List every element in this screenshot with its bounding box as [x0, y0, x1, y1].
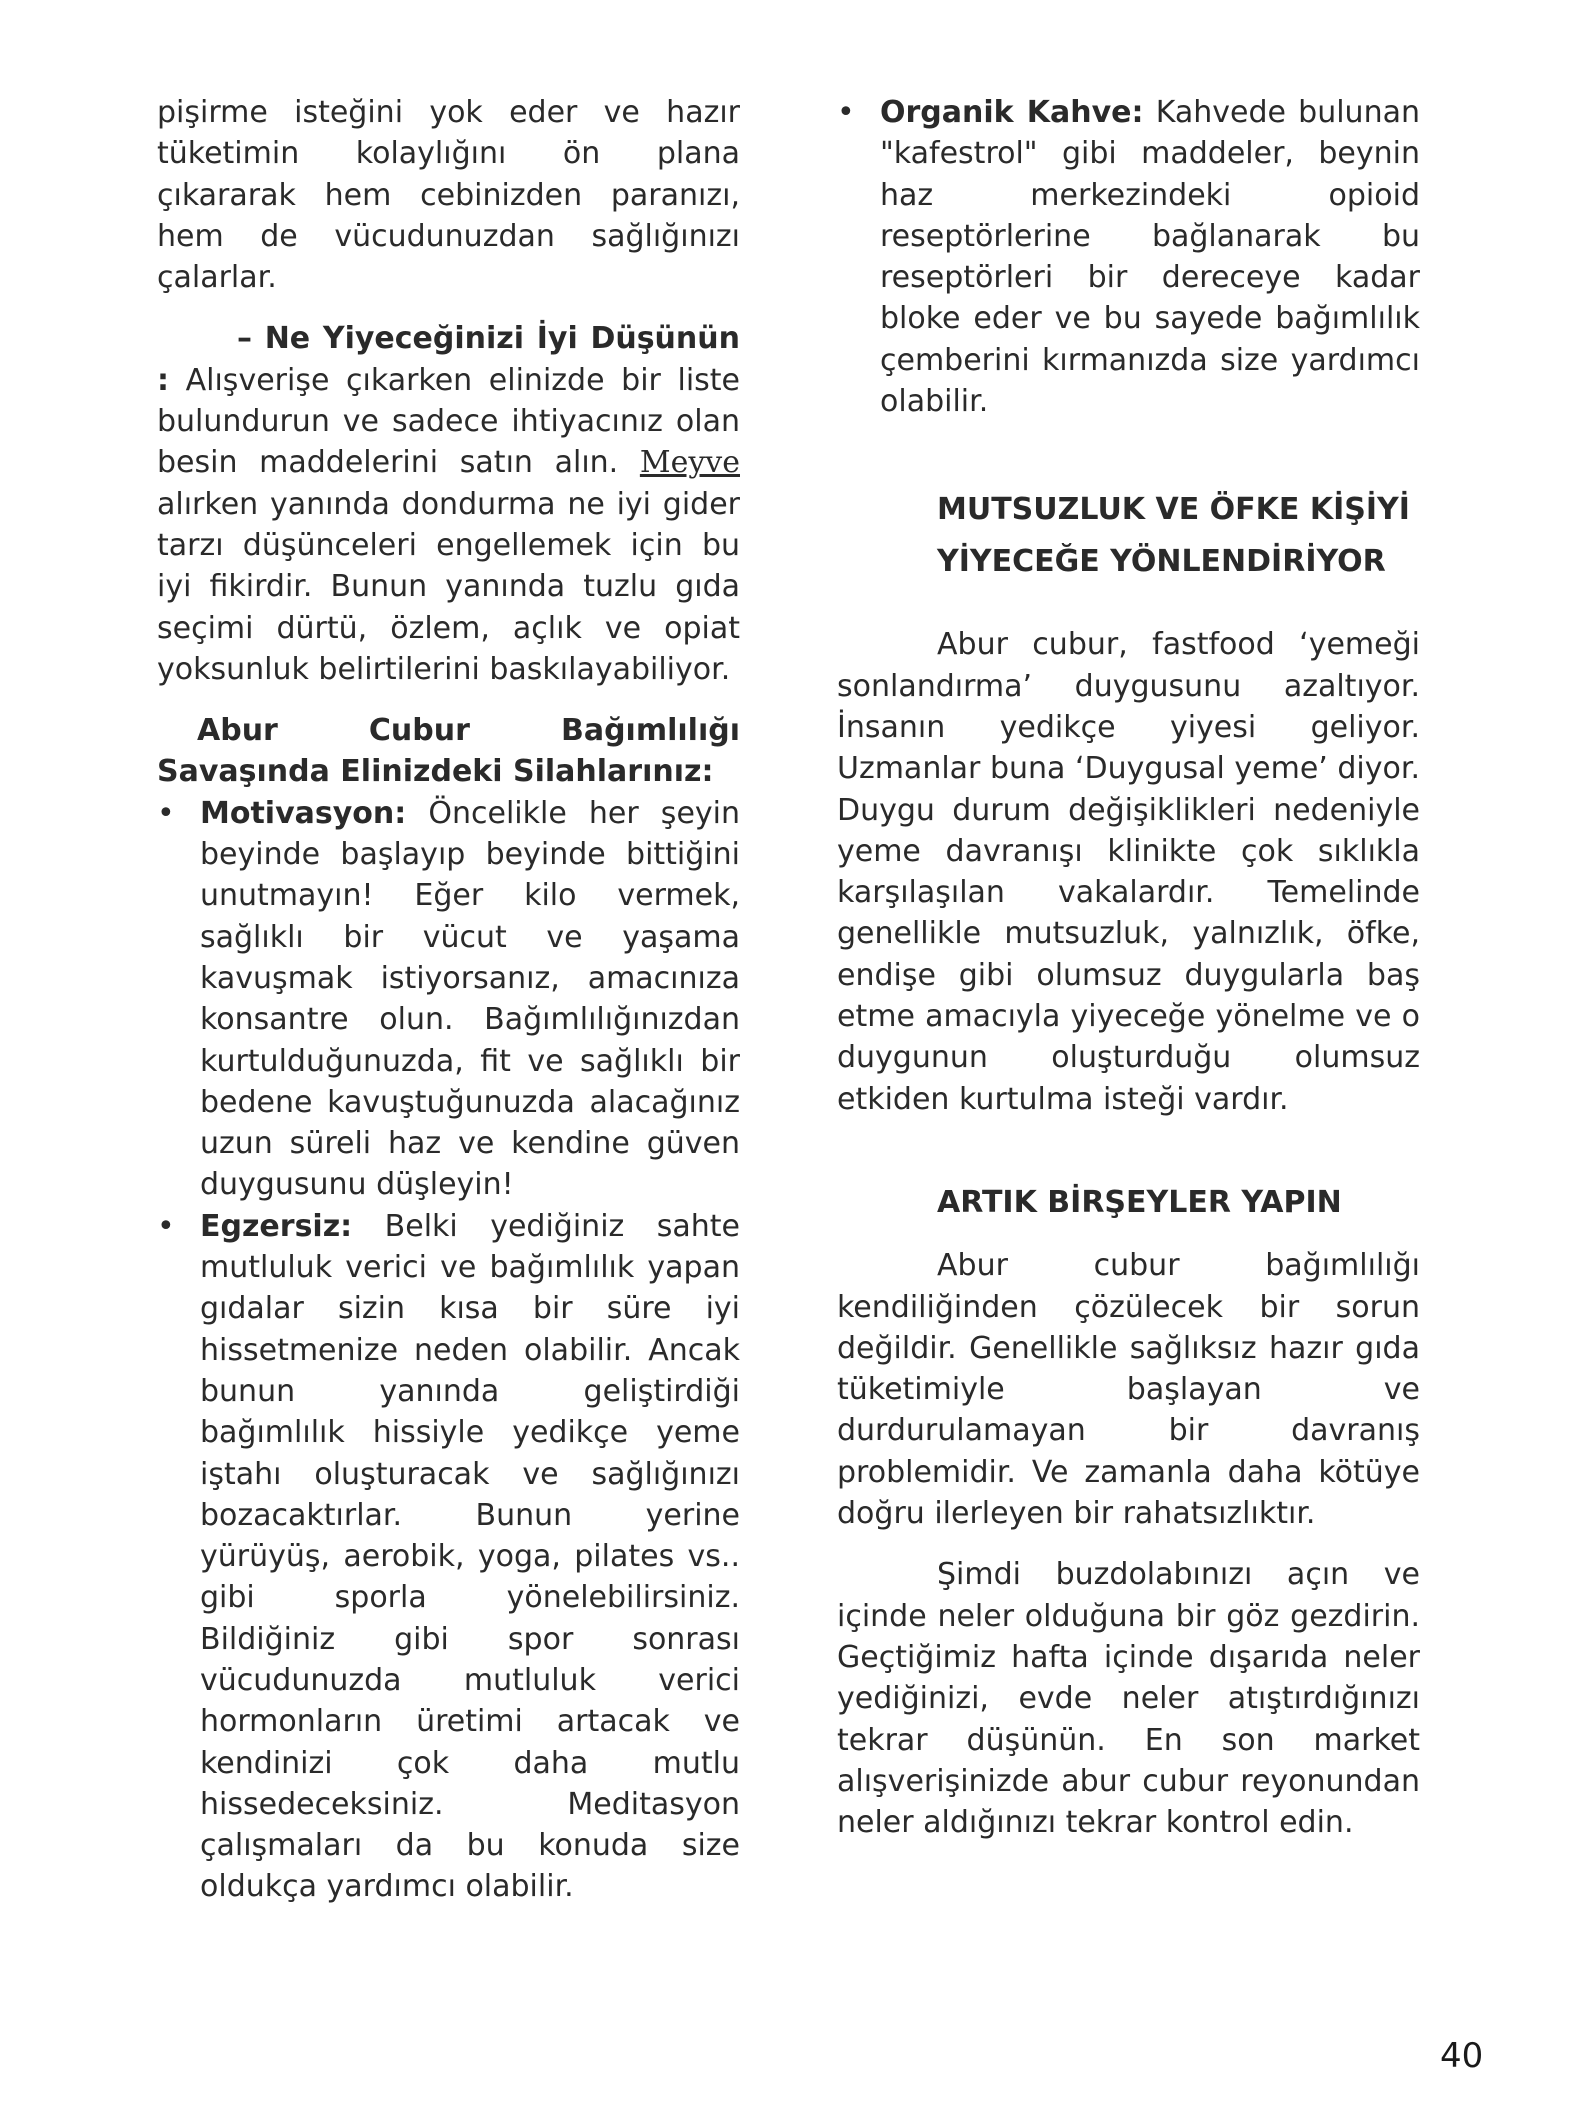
coffee-list — [837, 92, 1420, 422]
heading-line-1: MUTSUZLUK VE ÖFKE KİŞİYİ — [937, 492, 1410, 528]
motivation-label: Motivasyon: — [200, 795, 407, 831]
left-column — [157, 92, 740, 1908]
paragraph-addiction-problem: Abur cubur bağımlılığı kendiliğinden çözülecek bir sorun değildir. Genellikle sağlıksız hazır gıda tüketimiyle başlayan ve durdurulamayan bir davranış problemidir. Ve zamanla daha kötüye doğru ilerleyen bir rahatsızlıktır. — [837, 1248, 1420, 1532]
weapons-heading: Abur Cubur Bağımlılığı Savaşında Elinizdeki Silahlarınız: — [157, 713, 740, 790]
paragraph-think-food — [157, 318, 740, 690]
paragraph-emotional-eating: Abur cubur, fastfood ‘yemeği sonlandırma’ duygusunu azaltıyor. İnsanın yedikçe yiyesi geliyor. Uzmanlar buna ‘Duygusal yeme’ diyor. Duygu durum değişiklikleri nedeniyle yeme davranışı klinikte çok sıklıkla karşılaşılan vakalardır. Temelinde genellikle mutsuzluk, yalnızlık, öfke, endişe gibi olumsuz duygularla baş etme amacıyla yiyeceğe yönelme ve o duygunun oluşturduğu olumsuz etkiden kurtulma isteği vardır. — [837, 627, 1420, 1117]
organic-coffee-text: Kahvede bulunan "kafestrol" gibi maddeler, beynin haz merkezindeki opioid reseptörlerine bağlanarak bu reseptörleri bir dereceye kadar bloke eder ve bu sayede bağımlılık çemberini kırmanızda size yardımcı olabilir. — [880, 95, 1420, 420]
meyve-link[interactable]: Meyve — [639, 445, 740, 481]
section-heading-do-something: ARTIK BİRŞEYLER YAPIN — [937, 1184, 1342, 1220]
think-food-text-a: Alışverişe çıkarken elinizde bir liste bulundurun ve sadece ihtiyacınız olan besin maddelerini satın alın. — [157, 362, 740, 481]
heading-line-2: YİYECEĞE YÖNLENDİRİYOR — [937, 544, 1386, 580]
paragraph-intro-continuation: pişirme isteğini yok eder ve hazır tüketimin kolaylığını ön plana çıkararak hem cebinizden paranızı, hem de vücudunuzdan sağlığınızı çalarlar. — [157, 95, 740, 296]
section-heading-unhappiness — [837, 484, 1420, 588]
list-item-organic-coffee — [837, 92, 1420, 422]
paragraph-check-fridge: Şimdi buzdolabınızı açın ve içinde neler olduğuna bir göz gezdirin. Geçtiğimiz hafta içinde dışarıda neler yediğinizi, evde neler atıştırdığınızı tekrar düşünün. En son market alışverişinizde abur cubur reyonundan neler aldığınızı tekrar kontrol edin. — [837, 1557, 1420, 1841]
list-item-motivation — [157, 793, 740, 1206]
think-food-title: – Ne Yiyeceğinizi İyi Düşünün : — [157, 321, 740, 398]
page-number: 40 — [1440, 2036, 1484, 2076]
think-food-text-b: alırken yanında dondurma ne iyi gider tarzı düşünceleri engellemek için bu iyi fikirdir. Bunun yanında tuzlu gıda seçimi dürtü, özlem, açlık ve opiat yoksunluk belirtilerini baskılayabiliyor. — [157, 486, 740, 687]
list-item-exercise — [157, 1206, 740, 1908]
exercise-label: Egzersiz: — [200, 1208, 353, 1244]
motivation-text: Öncelikle her şeyin beyinde başlayıp beyinde bittiğini unutmayın! Eğer kilo vermek, sağlıklı bir vücut ve yaşama kavuşmak istiyorsanız, amacınıza konsantre olun. Bağımlılığınızdan kurtulduğunuzda, fit ve sağlıklı bir bedene kavuştuğunuzda alacağınız uzun süreli haz ve kendine güven duygusunu düşleyin! — [200, 795, 740, 1203]
exercise-text: Belki yediğiniz sahte mutluluk verici ve bağımlılık yapan gıdalar sizin kısa bir süre iyi hissetmenize neden olabilir. Ancak bunun yanında geliştirdiği bağımlılık hissiyle yedikçe yeme iştahı oluşturacak ve sağlığınızı bozacaktırlar. Bunun yerine yürüyüş, aerobik, yoga, pilates vs.. gibi sporla yönelebilirsiniz. Bildiğiniz gibi spor sonrası vücudunuzda mutluluk verici hormonların üretimi artacak ve kendinizi çok daha mutlu hissedeceksiniz. Meditasyon çalışmaları da bu konuda size oldukça yardımcı olabilir. — [200, 1208, 740, 1905]
right-column — [837, 92, 1420, 1843]
organic-coffee-label: Organik Kahve: — [880, 95, 1144, 130]
weapons-list — [157, 793, 740, 1908]
